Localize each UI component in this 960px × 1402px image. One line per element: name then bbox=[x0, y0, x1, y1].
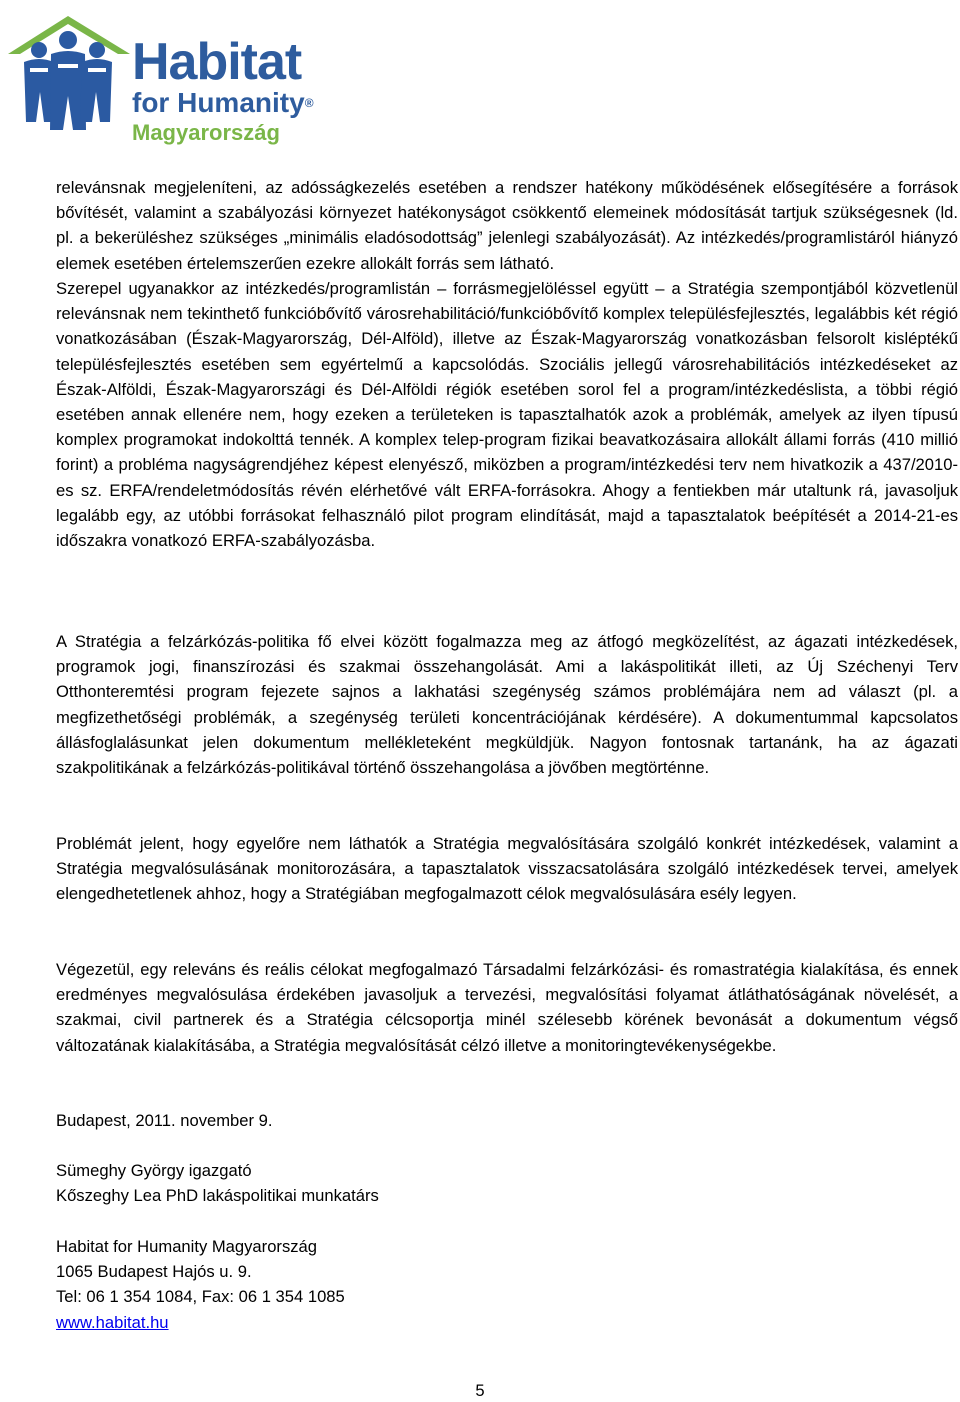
paragraph-3: A Stratégia a felzárkózás-politika fő elvei között fogalmazza meg az átfogó megközelítést, az ágazati intézkedések, programok jogi, finanszírozási és szakmai összehangolását. Ami a lakáspolitikát illeti, az Új Széchenyi Terv Otthonteremtési program fejezete sajnos a lakhatási szegénység számos problémájára nem ad választ (pl. a megfizethetőségi problémák, a szegénység területi koncentrációjának kérdésére). A dokumentummal kapcsolatos állásfoglalásunkat jelen dokumentum mellékleteként megküldjük. Nagyon fontosnak tartanánk, ha az ágazati szakpolitikának a felzárkózás-politikával történő összehangolása a jövőben megtörténne. bbox=[56, 632, 958, 778]
date-line: Budapest, 2011. november 9. bbox=[56, 1111, 273, 1130]
paragraph-4: Problémát jelent, hogy egyelőre nem láthatók a Stratégia megvalósítására szolgáló konkrét intézkedések, valamint a Stratégia megvalósulásának monitorozására, a tapasztalatok visszacsatolására szolgáló intézkedések tervei, amelyek elengedhetetlenek ahhoz, hogy a Stratégiában megfogalmazott célok megvalósulására esély legyen. bbox=[56, 834, 958, 904]
signature-line-1: Sümeghy György igazgató bbox=[56, 1161, 252, 1180]
address-street: 1065 Budapest Hajós u. 9. bbox=[56, 1262, 252, 1282]
paragraph-2: Szerepel ugyanakkor az intézkedés/programlistán – forrásmegjelöléssel együtt – a Stratégia szempontjából közvetlenül relevánsnak nem tekinthető funkcióbővítő városrehabilitáció/funkcióbővítő komplex településfejlesztés, legalábbis két régió vonatkozásában (Észak-Magyarország, Dél-Alföld), illetve az Észak-Magyarország vonatkozásban felsorolt kisléptékű településfejlesztés esetében sem egyértelmű a kapcsolódás. Szociális jellegű városrehabilitációs intézkedéseket az Észak-Alföldi, Észak-Magyarországi és Dél-Alföldi régiók esetében sorol fel a program/intézkedéslista, a többi régió esetében annak ellenére nem, hogy ezeken a területeken is tapasztalhatók azok a problémák, amelyek az ilyen típusú komplex programokat indokolttá tennék. A komplex telep-program fizikai beavatkozásaira allokált állami forrás (410 millió forint) a probléma nagyságrendjéhez képest elenyésző, miközben a program/intézkedési terv nem hivatkozik a 437/2010-es sz. ERFA/rendeletmódosítás révén elérhetővé vált ERFA-forrásokra. Ahogy a fentiekben már utaltunk rá, javasoljuk legalább egy, az utóbbi forrásokat felhasználó pilot program elindítását, majd a tapasztalatok beépítését a 2014-21-es időszakra vonatkozó ERFA-szabályozásba. bbox=[56, 279, 958, 551]
address-org: Habitat for Humanity Magyarország bbox=[56, 1237, 317, 1256]
logo-text-magyarorszag: Magyarország bbox=[132, 120, 280, 145]
paragraph-5: Végezetül, egy releváns és reális célokat megfogalmazó Társadalmi felzárkózási- és romastratégia kialakítása, és ennek eredményes megvalósulása érdekében javasoljuk a tervezési, megvalósítási folyamat átláthatóságának növelését, a szakmai, civil partnerek és a Stratégia célcsoportja minél szélesebb körének bevonását a dokumentum végső változatának kialakításába, a Stratégia megvalósítását célzó illetve a monitoringtevékenységekbe. bbox=[56, 960, 958, 1055]
logo-text-for-humanity-label: for Humanity bbox=[132, 87, 305, 118]
logo-text-habitat: Habitat bbox=[132, 33, 302, 91]
paragraph-1: relevánsnak megjeleníteni, az adósságkezelés esetében a rendszer hatékony működésének elősegítésére a források bővítését, valamint a szabályozási környezet hatékonyságot csökkentő elemeinek módosítását tartjuk szükségesnek (ld. pl. a bekerüléshez szükséges „minimális eladósodottság” jelenlegi szabályozását). Az intézkedés/programlistáról hiányzó elemek esetében értelemszerűen ezekre allokált forrás sem látható. bbox=[56, 178, 958, 273]
website-link[interactable]: www.habitat.hu bbox=[56, 1312, 169, 1332]
registered-mark: ® bbox=[304, 96, 314, 110]
address-block bbox=[56, 1234, 345, 1335]
address-phone: Tel: 06 1 354 1084, Fax: 06 1 354 1085 bbox=[56, 1287, 345, 1307]
habitat-logo bbox=[6, 12, 336, 152]
signature-line-2: Kőszeghy Lea PhD lakáspolitikai munkatárs bbox=[56, 1186, 379, 1206]
page-number: 5 bbox=[475, 1381, 485, 1400]
signature-block bbox=[56, 1158, 379, 1208]
logo-text-for-humanity bbox=[132, 88, 314, 118]
